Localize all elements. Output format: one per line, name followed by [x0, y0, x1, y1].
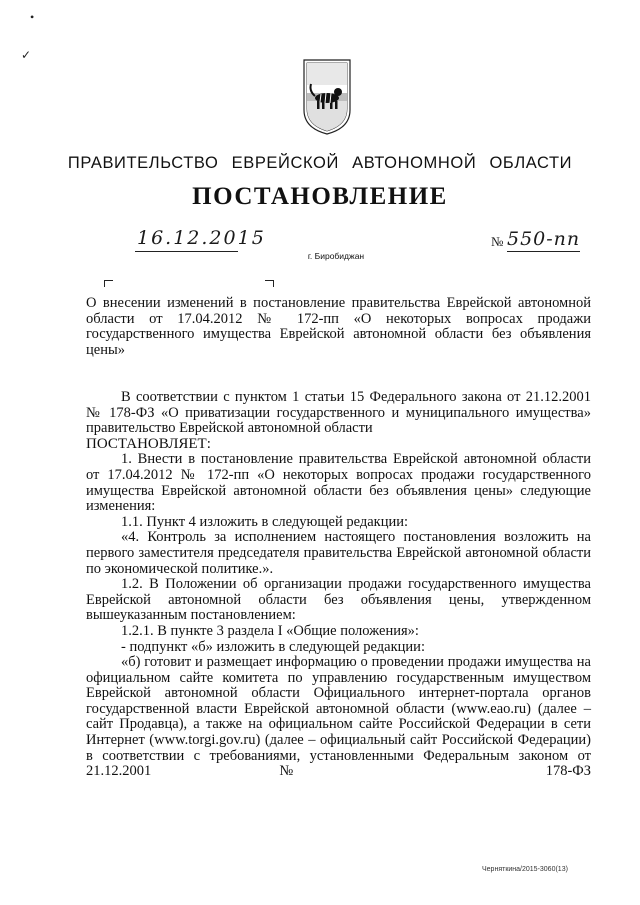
government-name: ПРАВИТЕЛЬСТВО ЕВРЕЙСКОЙ АВТОНОМНОЙ ОБЛАСТИ — [67, 154, 573, 172]
paragraph-1-1: 1.1. Пункт 4 изложить в следующей редакции: — [121, 513, 409, 530]
paragraph-1: 1. Внести в постановление правительства Еврейской автономной области от 17.04.2012 № 172-пп «О некоторых вопросах продажи государственного имущества Еврейской автономной области без объявления цены» следующие изменения: — [86, 451, 591, 515]
subject-block — [86, 296, 591, 358]
coat-of-arms-tiger-icon — [302, 58, 352, 136]
handwritten-number: 550-пп — [507, 228, 581, 250]
scan-dot: • — [30, 10, 35, 24]
subpoint-b-intro: - подпункт «б» изложить в следующей редакции: — [121, 638, 425, 655]
scan-tick-mark: ✓ — [21, 48, 32, 62]
number-prefix: № — [491, 234, 504, 249]
handwritten-date: 16.12.2015 — [137, 227, 266, 249]
paragraph-1-2: 1.2. В Положении об организации продажи государственного имущества Еврейской автономной области без объявления цены, утвержденном вышеуказанным постановлением: — [86, 576, 591, 624]
city-label: г. Биробиджан — [307, 251, 365, 261]
document-body — [86, 390, 591, 780]
subject-corner-left — [104, 280, 113, 287]
paragraph-1-2-1: 1.2.1. В пункте 3 раздела I «Общие положения»: — [121, 622, 419, 639]
decree-word: ПОСТАНОВЛЯЕТ: — [86, 435, 211, 452]
preamble-paragraph: В соответствии с пунктом 1 статьи 15 Федерального закона от 21.12.2001 № 178-ФЗ «О приватизации государственного и муниципального имущества» правительство Еврейской автономной области — [86, 389, 591, 437]
subject-text: О внесении изменений в постановление правительства Еврейской автономной области от 17.04.2012 № 172-пп «О некоторых вопросах продажи государственного имущества Еврейской автономной области без объявления цены» — [86, 295, 591, 358]
paragraph-1-1-text: «4. Контроль за исполнением настоящего постановления возложить на первого заместителя председателя правительства Еврейской автономной области по экономической политике.». — [86, 529, 591, 577]
footer-reference: Черняткина/2015-3060(13) — [482, 866, 568, 873]
subject-corner-right — [265, 280, 274, 287]
subpoint-b-text: «б) готовит и размещает информацию о проведении продажи имущества на официальном сайте комитета по управлению государственным имуществом Еврейской автономной области Официального интернет-портала органов государственной власти Еврейской автономной области (www.eao.ru) (далее – сайт Продавца), а также на официальном сайте Российской Федерации в сети Интернет (www.torgi.gov.ru) (далее – официальный сайт Российской Федерации) в соответствии с требованиями, установленными Федеральным законом от 21.12.2001 № 178-ФЗ — [86, 654, 591, 780]
document-type-title: ПОСТАНОВЛЕНИЕ — [192, 183, 448, 210]
